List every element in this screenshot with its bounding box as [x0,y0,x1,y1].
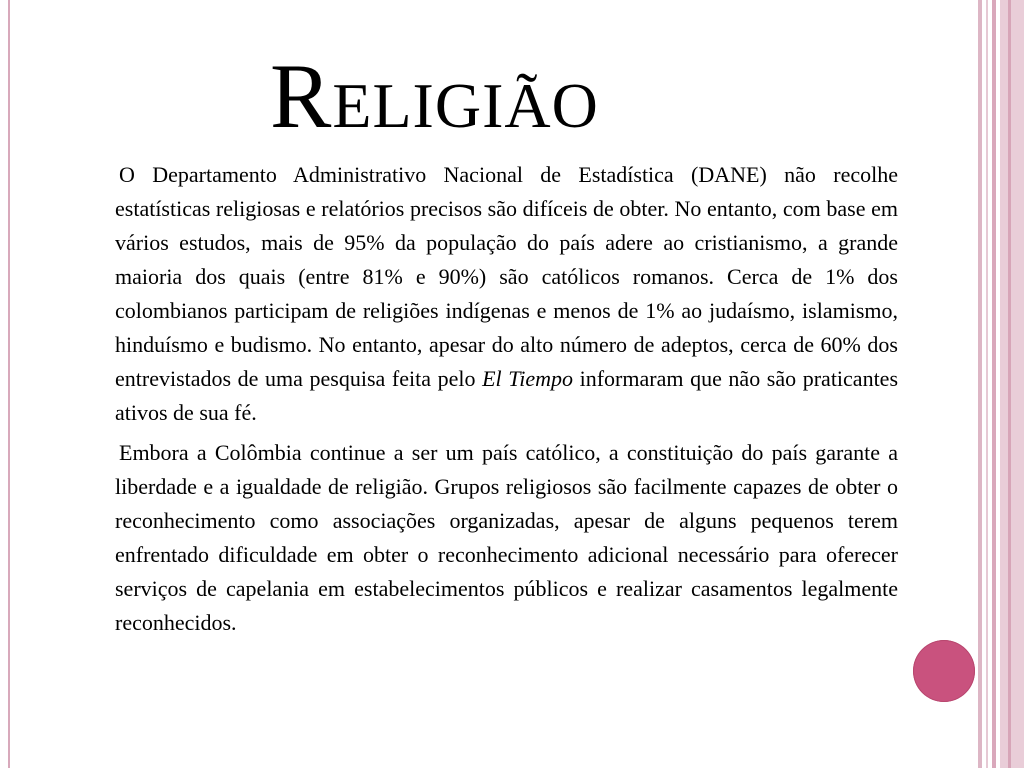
stripe-3 [992,0,996,768]
stripe-1 [978,0,982,768]
stripe-5 [1008,0,1011,768]
paragraph-1 [115,158,898,430]
slide-title: Religião [270,45,599,147]
stripe-4 [1000,0,1024,768]
left-border-line [8,0,10,768]
paragraph-2: Embora a Colômbia continue a ser um país católico, a constituição do país garante a liberdade e a igualdade de religião. Grupos religiosos são facilmente capazes de obter o reconhecimento como associações organizadas, apesar de alguns pequenos terem enfrentado dificuldade em obter o reconhecimento adicional necessário para oferecer serviços de capelania em estabelecimentos públicos e realizar casamentos legalmente reconhecidos. [115,440,898,635]
paragraph-1-text-end: informaram que não são praticantes ativos de sua fé. [115,366,899,425]
right-decorative-stripes [978,0,1024,768]
decorative-circle [913,640,975,702]
slide-body [115,158,898,640]
paragraph-1-text: O Departamento Administrativo Nacional de Estadística (DANE) não recolhe estatísticas religiosas e relatórios precisos são difíceis de obter. No entanto, com base em vários estudos, mais de 95% da população do país adere ao cristianismo, a grande maioria dos quais (entre 81% e 90%) são católicos romanos. Cerca de 1% dos colombianos participam de religiões indígenas e menos de 1% ao judaísmo, islamismo, hinduísmo e budismo. No entanto, apesar do alto número de adeptos, cerca de 60% dos entrevistados de uma pesquisa feita pelo [115,162,898,391]
stripe-2 [986,0,988,768]
newspaper-name: El Tiempo [482,366,574,391]
